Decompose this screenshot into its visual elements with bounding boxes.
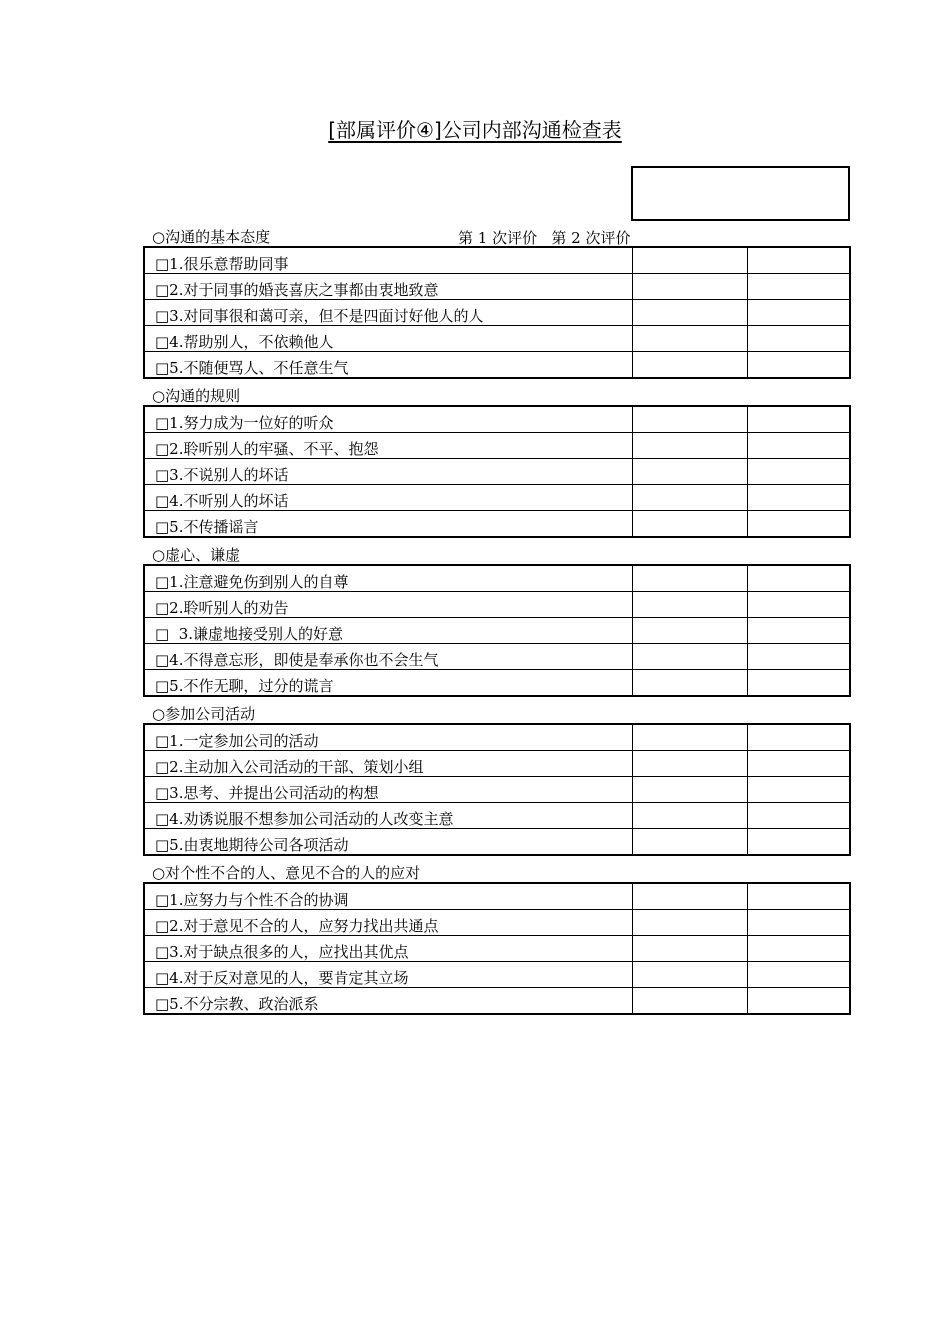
table-row [144, 247, 850, 274]
second-score-cell[interactable] [747, 724, 850, 751]
checklist-table [143, 405, 851, 538]
table-row [144, 326, 850, 352]
item-label: □1.努力成为一位好的听众 [144, 406, 632, 433]
second-score-cell[interactable] [747, 565, 850, 592]
item-label: □2.对于同事的婚丧喜庆之事都由衷地致意 [144, 274, 632, 300]
item-label: □5.不随便骂人、不任意生气 [144, 352, 632, 379]
table-row [144, 910, 850, 936]
item-label: □4.不听别人的坏话 [144, 485, 632, 511]
first-score-cell[interactable] [632, 485, 747, 511]
score-box [631, 166, 850, 221]
second-score-cell[interactable] [747, 883, 850, 910]
first-score-cell[interactable] [632, 883, 747, 910]
table-row [144, 777, 850, 803]
item-label: □4.对于反对意见的人，要肯定其立场 [144, 962, 632, 988]
item-label: □ 3.谦虚地接受别人的好意 [144, 618, 632, 644]
second-score-cell[interactable] [747, 936, 850, 962]
second-score-cell[interactable] [747, 670, 850, 697]
second-score-cell[interactable] [747, 511, 850, 538]
first-score-cell[interactable] [632, 777, 747, 803]
table-row [144, 883, 850, 910]
second-score-cell[interactable] [747, 300, 850, 326]
first-score-cell[interactable] [632, 988, 747, 1015]
item-label: □5.由衷地期待公司各项活动 [144, 829, 632, 856]
item-label: □3.对同事很和蔼可亲，但不是四面讨好他人的人 [144, 300, 632, 326]
table-row [144, 459, 850, 485]
first-score-cell[interactable] [632, 406, 747, 433]
section-title: ○沟通的规则 [152, 387, 241, 405]
table-row [144, 988, 850, 1015]
first-score-cell[interactable] [632, 936, 747, 962]
first-score-cell[interactable] [632, 247, 747, 274]
item-label: □3.思考、并提出公司活动的构想 [144, 777, 632, 803]
second-score-cell[interactable] [747, 803, 850, 829]
checklist-table [143, 723, 851, 856]
table-row [144, 962, 850, 988]
table-row [144, 352, 850, 379]
item-label: □1.很乐意帮助同事 [144, 247, 632, 274]
first-score-cell[interactable] [632, 962, 747, 988]
table-row [144, 300, 850, 326]
second-score-cell[interactable] [747, 459, 850, 485]
item-label: □5.不传播谣言 [144, 511, 632, 538]
second-score-cell[interactable] [747, 247, 850, 274]
table-row [144, 485, 850, 511]
second-score-cell[interactable] [747, 592, 850, 618]
item-label: □2.聆听别人的劝告 [144, 592, 632, 618]
section-title: ○参加公司活动 [152, 705, 256, 723]
second-score-cell[interactable] [747, 406, 850, 433]
checklist-table [143, 564, 851, 697]
table-row [144, 511, 850, 538]
first-score-cell[interactable] [632, 644, 747, 670]
item-label: □1.注意避免伤到别人的自尊 [144, 565, 632, 592]
first-score-cell[interactable] [632, 670, 747, 697]
item-label: □4.劝诱说服不想参加公司活动的人改变主意 [144, 803, 632, 829]
item-label: □4.不得意忘形，即使是奉承你也不会生气 [144, 644, 632, 670]
first-score-cell[interactable] [632, 829, 747, 856]
first-evaluation-header: 第 1 次评价 [458, 229, 538, 247]
first-score-cell[interactable] [632, 751, 747, 777]
second-score-cell[interactable] [747, 777, 850, 803]
table-row [144, 936, 850, 962]
table-row [144, 592, 850, 618]
first-score-cell[interactable] [632, 618, 747, 644]
table-row [144, 751, 850, 777]
table-row [144, 433, 850, 459]
item-label: □1.应努力与个性不合的协调 [144, 883, 632, 910]
first-score-cell[interactable] [632, 565, 747, 592]
first-score-cell[interactable] [632, 910, 747, 936]
table-row [144, 803, 850, 829]
checklist-table [143, 246, 851, 379]
checklist-table [143, 882, 851, 1015]
table-row [144, 829, 850, 856]
second-score-cell[interactable] [747, 485, 850, 511]
first-score-cell[interactable] [632, 724, 747, 751]
section-title: ○沟通的基本态度 [152, 228, 271, 246]
second-score-cell[interactable] [747, 751, 850, 777]
item-label: □2.对于意见不合的人，应努力找出共通点 [144, 910, 632, 936]
item-label: □3.不说别人的坏话 [144, 459, 632, 485]
section-title: ○对个性不合的人、意见不合的人的应对 [152, 864, 421, 882]
first-score-cell[interactable] [632, 459, 747, 485]
item-label: □1.一定参加公司的活动 [144, 724, 632, 751]
item-label: □2.主动加入公司活动的干部、策划小组 [144, 751, 632, 777]
column-headers [458, 227, 631, 248]
section-title: ○虚心、谦虚 [152, 546, 241, 564]
second-score-cell[interactable] [747, 618, 850, 644]
table-row [144, 618, 850, 644]
second-score-cell[interactable] [747, 274, 850, 300]
item-label: □4.帮助别人，不依赖他人 [144, 326, 632, 352]
table-row [144, 565, 850, 592]
page-title: [部属评价④]公司内部沟通检查表 [328, 118, 622, 142]
table-row [144, 644, 850, 670]
first-score-cell[interactable] [632, 511, 747, 538]
item-label: □2.聆听别人的牢骚、不平、抱怨 [144, 433, 632, 459]
table-row [144, 274, 850, 300]
first-score-cell[interactable] [632, 592, 747, 618]
second-score-cell[interactable] [747, 962, 850, 988]
first-score-cell[interactable] [632, 352, 747, 379]
second-score-cell[interactable] [747, 352, 850, 379]
item-label: □5.不作无聊，过分的谎言 [144, 670, 632, 697]
second-score-cell[interactable] [747, 910, 850, 936]
first-score-cell[interactable] [632, 326, 747, 352]
item-label: □3.对于缺点很多的人，应找出其优点 [144, 936, 632, 962]
second-score-cell[interactable] [747, 326, 850, 352]
item-label: □5.不分宗教、政治派系 [144, 988, 632, 1015]
second-score-cell[interactable] [747, 829, 850, 856]
table-row [144, 406, 850, 433]
first-score-cell[interactable] [632, 433, 747, 459]
second-score-cell[interactable] [747, 644, 850, 670]
first-score-cell[interactable] [632, 803, 747, 829]
second-evaluation-header: 第 2 次评价 [551, 229, 631, 247]
table-row [144, 724, 850, 751]
table-row [144, 670, 850, 697]
first-score-cell[interactable] [632, 300, 747, 326]
first-score-cell[interactable] [632, 274, 747, 300]
second-score-cell[interactable] [747, 988, 850, 1015]
second-score-cell[interactable] [747, 433, 850, 459]
